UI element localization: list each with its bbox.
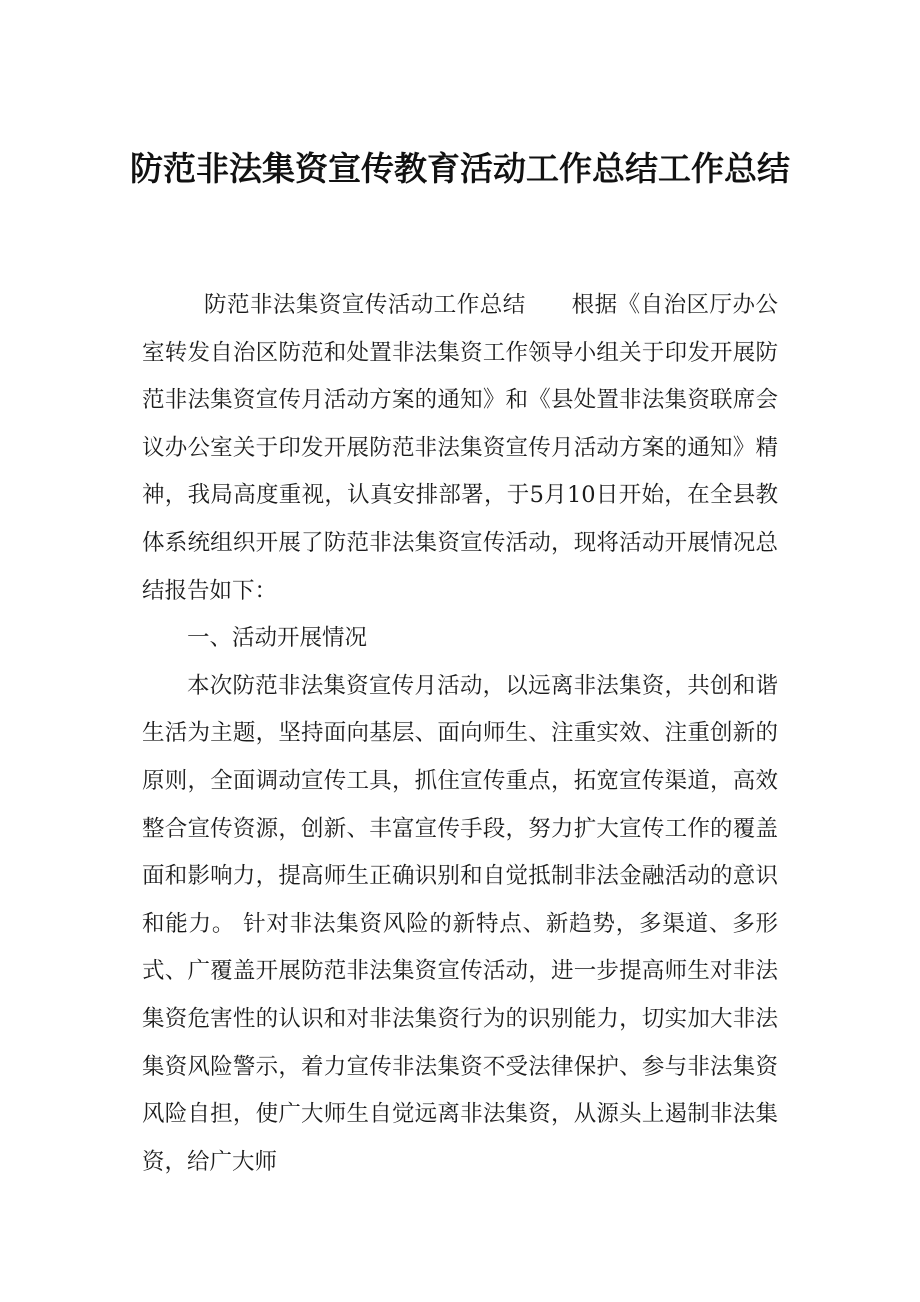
- intro-paragraph: 防范非法集资宣传活动工作总结 根据《自治区厅办公室转发自治区防范和处置非法集资工作领导小组关于印发开展防范非法集资宣传月活动方案的通知》和《县处置非法集资联席会议办公室关于印发开展防范非法集资宣传月活动方案的通知》精神，我局高度重视，认真安排部署，于5月10日开始，在全县教体系统组织开展了防范非法集资宣传活动，现将活动开展情况总结报告如下：: [142, 292, 778, 604]
- section-heading: 一、活动开展情况: [187, 625, 368, 652]
- section-paragraph: 本次防范非法集资宣传月活动，以远离非法集资，共创和谐生活为主题，坚持面向基层、面向师生、注重实效、注重创新的原则，全面调动宣传工具，抓住宣传重点，拓宽宣传渠道，高效整合宣传资源，创新、丰富宣传手段，努力扩大宣传工作的覆盖面和影响力，提高师生正确识别和自觉抵制非法金融活动的意识和能力。 针对非法集资风险的新特点、新趋势，多渠道、多形式、广覆盖开展防范非法集资宣传活动，进一步提高师生对非法集资危害性的认识和对非法集资行为的识别能力，切实加大非法集资风险警示，着力宣传非法集资不受法律保护、参与非法集资风险自担，使广大师生自觉远离非法集资，从源头上遏制非法集资，给广大师: [142, 672, 778, 1175]
- document-body: [142, 282, 778, 1186]
- document-title: 防范非法集资宣传教育活动工作总结工作总结: [130, 149, 790, 188]
